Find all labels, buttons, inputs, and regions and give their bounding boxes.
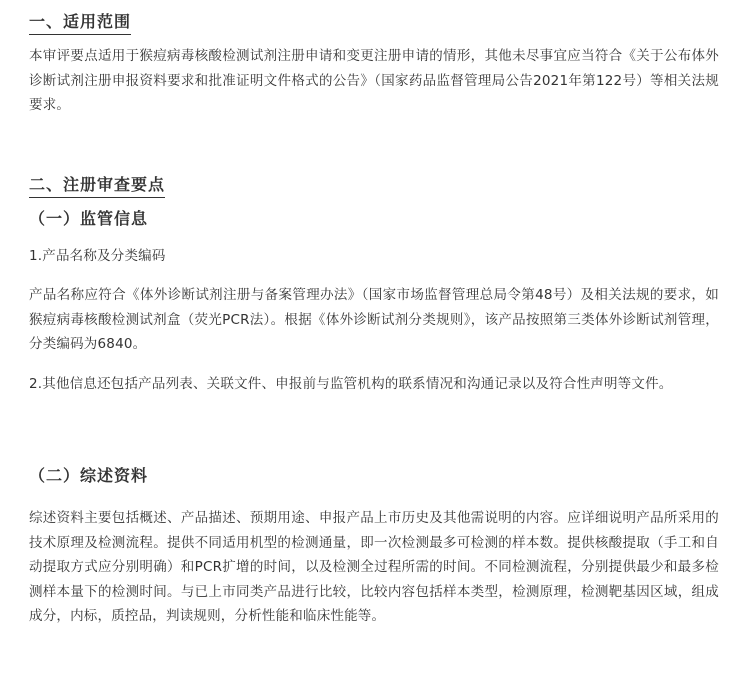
subsection-heading-summary: （二）综述资料 <box>29 466 149 485</box>
summary-paragraph: 综述资料主要包括概述、产品描述、预期用途、申报产品上市历史及其他需说明的内容。应详细说明产品所采用的技术原理及检测流程。提供不同适用机型的检测通量，即一次检测最多可检测的样本数。提供核酸提取（手工和自动提取方式应分别明确）和PCR扩增的时间，以及检测全过程所需的时间。不同检测流程，分别提供最少和最多检测样本量下的检测时间。与已上市同类产品进行比较，比较内容包括样本类型，检测原理，检测靶基因区域，组成成分，内标，质控品，判读规则，分析性能和临床性能等。 <box>29 510 719 624</box>
subsection-heading-regulatory-info: （一）监管信息 <box>29 209 149 228</box>
item-title-product-name: 1.产品名称及分类编码 <box>29 248 166 264</box>
section-heading-review-points: 二、注册审查要点 <box>29 174 165 198</box>
scope-paragraph: 本审评要点适用于猴痘病毒核酸检测试剂注册申请和变更注册申请的情形，其他未尽事宜应当符合《关于公布体外诊断试剂注册申报资料要求和批准证明文件格式的公告》（国家药品监督管理局公告2021年第122号）等相关法规要求。 <box>29 48 719 113</box>
item-body-product-name: 产品名称应符合《体外诊断试剂注册与备案管理办法》（国家市场监督管理总局令第48号）及相关法规的要求，如猴痘病毒核酸检测试剂盒（荧光PCR法）。根据《体外诊断试剂分类规则》，该产品按照第三类体外诊断试剂管理，分类编码为6840。 <box>29 287 719 352</box>
section-heading-scope: 一、适用范围 <box>29 11 131 35</box>
item-other-info: 2.其他信息还包括产品列表、关联文件、申报前与监管机构的联系情况和沟通记录以及符合性声明等文件。 <box>29 376 673 392</box>
